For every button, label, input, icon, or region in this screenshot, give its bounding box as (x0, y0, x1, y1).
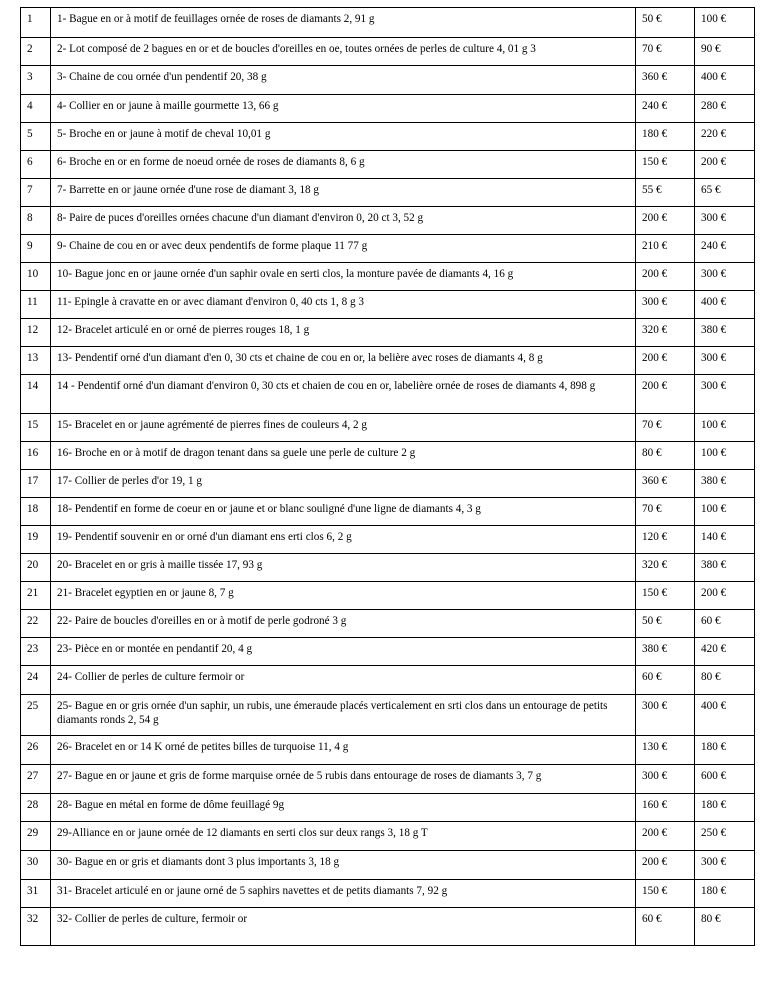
lot-description: 13- Pendentif orné d'un diamant d'en 0, 30 cts et chaine de cou en or, la belière avec roses de diamants 4, 8 g (51, 347, 636, 375)
estimate-low: 150 € (636, 582, 695, 610)
table-row (21, 498, 755, 526)
lot-number: 20 (21, 554, 51, 582)
lot-number: 12 (21, 319, 51, 347)
lot-number: 25 (21, 695, 51, 736)
lot-number: 21 (21, 582, 51, 610)
estimate-high: 180 € (695, 794, 755, 822)
table-row (21, 375, 755, 414)
lot-description: 18- Pendentif en forme de coeur en or jaune et or blanc souligné d'une ligne de diamants 4, 3 g (51, 498, 636, 526)
lot-number: 29 (21, 822, 51, 851)
estimate-high: 180 € (695, 736, 755, 765)
estimate-low: 150 € (636, 151, 695, 179)
lot-number: 31 (21, 880, 51, 908)
estimate-high: 380 € (695, 319, 755, 347)
lot-description: 7- Barrette en or jaune ornée d'une rose de diamant 3, 18 g (51, 179, 636, 207)
estimate-high: 100 € (695, 442, 755, 470)
lot-number: 3 (21, 66, 51, 95)
table-row (21, 526, 755, 554)
estimate-high: 380 € (695, 554, 755, 582)
table-row (21, 736, 755, 765)
estimate-high: 180 € (695, 880, 755, 908)
estimate-low: 70 € (636, 414, 695, 442)
lot-number: 32 (21, 908, 51, 946)
lot-description: 5- Broche en or jaune à motif de cheval 10,01 g (51, 123, 636, 151)
estimate-high: 300 € (695, 347, 755, 375)
lot-number: 22 (21, 610, 51, 638)
lot-number: 8 (21, 207, 51, 235)
estimate-low: 200 € (636, 263, 695, 291)
table-row (21, 880, 755, 908)
table-row (21, 66, 755, 95)
lot-number: 11 (21, 291, 51, 319)
estimate-high: 420 € (695, 638, 755, 666)
estimate-high: 200 € (695, 151, 755, 179)
lot-description: 10- Bague jonc en or jaune ornée d'un saphir ovale en serti clos, la monture pavée de diamants 4, 16 g (51, 263, 636, 291)
table-row (21, 235, 755, 263)
lot-description: 1- Bague en or à motif de feuillages ornée de roses de diamants 2, 91 g (51, 8, 636, 38)
lot-number: 17 (21, 470, 51, 498)
table-row (21, 554, 755, 582)
table-row (21, 291, 755, 319)
estimate-high: 300 € (695, 263, 755, 291)
estimate-low: 300 € (636, 765, 695, 794)
lot-description: 28- Bague en métal en forme de dôme feuillagé 9g (51, 794, 636, 822)
estimate-high: 140 € (695, 526, 755, 554)
lot-number: 23 (21, 638, 51, 666)
estimate-high: 90 € (695, 38, 755, 66)
lot-description: 22- Paire de boucles d'oreilles en or à motif de perle godroné 3 g (51, 610, 636, 638)
lot-description: 14 - Pendentif orné d'un diamant d'environ 0, 30 cts et chaien de cou en or, labelière ornée de roses de diamants 4, 898 g (51, 375, 636, 414)
lot-number: 5 (21, 123, 51, 151)
estimate-low: 70 € (636, 498, 695, 526)
estimate-high: 300 € (695, 375, 755, 414)
lot-description: 4- Collier en or jaune à maille gourmette 13, 66 g (51, 95, 636, 123)
estimate-low: 300 € (636, 291, 695, 319)
lot-description: 25- Bague en or gris ornée d'un saphir, un rubis, une émeraude placés verticalement en srti clos dans un entourage de petits diamants ronds 2, 54 g (51, 695, 636, 736)
estimate-high: 400 € (695, 695, 755, 736)
table-row (21, 638, 755, 666)
table-row (21, 851, 755, 880)
estimate-high: 300 € (695, 851, 755, 880)
estimate-low: 300 € (636, 695, 695, 736)
lot-number: 16 (21, 442, 51, 470)
estimate-low: 360 € (636, 470, 695, 498)
estimate-low: 200 € (636, 851, 695, 880)
table-row (21, 179, 755, 207)
lot-description: 17- Collier de perles d'or 19, 1 g (51, 470, 636, 498)
lots-table-body (21, 8, 755, 946)
estimate-high: 100 € (695, 498, 755, 526)
lot-description: 27- Bague en or jaune et gris de forme marquise ornée de 5 rubis dans entourage de roses de diamants 3, 7 g (51, 765, 636, 794)
lot-number: 18 (21, 498, 51, 526)
estimate-high: 100 € (695, 8, 755, 38)
lot-description: 24- Collier de perles de culture fermoir or (51, 666, 636, 695)
estimate-low: 320 € (636, 319, 695, 347)
table-row (21, 95, 755, 123)
lot-number: 15 (21, 414, 51, 442)
estimate-low: 120 € (636, 526, 695, 554)
lot-description: 16- Broche en or à motif de dragon tenant dans sa guele une perle de culture 2 g (51, 442, 636, 470)
estimate-low: 150 € (636, 880, 695, 908)
estimate-low: 200 € (636, 822, 695, 851)
table-row (21, 207, 755, 235)
lot-number: 2 (21, 38, 51, 66)
table-row (21, 470, 755, 498)
lot-description: 21- Bracelet egyptien en or jaune 8, 7 g (51, 582, 636, 610)
lot-description: 3- Chaine de cou ornée d'un pendentif 20, 38 g (51, 66, 636, 95)
lot-number: 27 (21, 765, 51, 794)
estimate-low: 50 € (636, 8, 695, 38)
estimate-high: 240 € (695, 235, 755, 263)
lot-description: 6- Broche en or en forme de noeud ornée de roses de diamants 8, 6 g (51, 151, 636, 179)
estimate-low: 320 € (636, 554, 695, 582)
lot-description: 8- Paire de puces d'oreilles ornées chacune d'un diamant d'environ 0, 20 ct 3, 52 g (51, 207, 636, 235)
lot-description: 11- Epingle à cravatte en or avec diamant d'environ 0, 40 cts 1, 8 g 3 (51, 291, 636, 319)
estimate-low: 60 € (636, 666, 695, 695)
estimate-low: 200 € (636, 375, 695, 414)
lot-description: 26- Bracelet en or 14 K orné de petites billes de turquoise 11, 4 g (51, 736, 636, 765)
lot-number: 4 (21, 95, 51, 123)
lot-number: 1 (21, 8, 51, 38)
table-row (21, 38, 755, 66)
table-row (21, 765, 755, 794)
table-row (21, 442, 755, 470)
lot-number: 28 (21, 794, 51, 822)
lot-description: 31- Bracelet articulé en or jaune orné de 5 saphirs navettes et de petits diamants 7, 92 g (51, 880, 636, 908)
table-row (21, 414, 755, 442)
lot-number: 6 (21, 151, 51, 179)
table-row (21, 123, 755, 151)
lot-number: 24 (21, 666, 51, 695)
table-row (21, 347, 755, 375)
table-row (21, 151, 755, 179)
table-row (21, 822, 755, 851)
table-row (21, 794, 755, 822)
lot-number: 10 (21, 263, 51, 291)
estimate-high: 400 € (695, 291, 755, 319)
lot-description: 30- Bague en or gris et diamants dont 3 plus importants 3, 18 g (51, 851, 636, 880)
estimate-high: 250 € (695, 822, 755, 851)
estimate-low: 240 € (636, 95, 695, 123)
estimate-low: 80 € (636, 442, 695, 470)
lot-number: 7 (21, 179, 51, 207)
lot-number: 9 (21, 235, 51, 263)
estimate-low: 55 € (636, 179, 695, 207)
estimate-high: 400 € (695, 66, 755, 95)
document-page (20, 7, 755, 946)
lot-description: 29-Alliance en or jaune ornée de 12 diamants en serti clos sur deux rangs 3, 18 g T (51, 822, 636, 851)
estimate-high: 600 € (695, 765, 755, 794)
estimate-high: 80 € (695, 908, 755, 946)
estimate-high: 280 € (695, 95, 755, 123)
lot-number: 13 (21, 347, 51, 375)
table-row (21, 263, 755, 291)
estimate-low: 210 € (636, 235, 695, 263)
estimate-high: 100 € (695, 414, 755, 442)
lot-number: 14 (21, 375, 51, 414)
lot-description: 19- Pendentif souvenir en or orné d'un diamant ens erti clos 6, 2 g (51, 526, 636, 554)
estimate-low: 360 € (636, 66, 695, 95)
estimate-high: 300 € (695, 207, 755, 235)
estimate-high: 200 € (695, 582, 755, 610)
lot-description: 23- Pièce en or montée en pendantif 20, 4 g (51, 638, 636, 666)
estimate-low: 130 € (636, 736, 695, 765)
lot-description: 2- Lot composé de 2 bagues en or et de boucles d'oreilles en oe, toutes ornées de perles de culture 4, 01 g 3 (51, 38, 636, 66)
lot-description: 20- Bracelet en or gris à maille tissée 17, 93 g (51, 554, 636, 582)
estimate-low: 70 € (636, 38, 695, 66)
lot-description: 12- Bracelet articulé en or orné de pierres rouges 18, 1 g (51, 319, 636, 347)
table-row (21, 8, 755, 38)
table-row (21, 610, 755, 638)
estimate-high: 80 € (695, 666, 755, 695)
estimate-low: 380 € (636, 638, 695, 666)
table-row (21, 319, 755, 347)
lots-table (20, 7, 755, 946)
table-row (21, 582, 755, 610)
estimate-low: 200 € (636, 347, 695, 375)
estimate-low: 60 € (636, 908, 695, 946)
estimate-high: 220 € (695, 123, 755, 151)
lot-number: 26 (21, 736, 51, 765)
estimate-low: 50 € (636, 610, 695, 638)
lot-description: 15- Bracelet en or jaune agrémenté de pierres fines de couleurs 4, 2 g (51, 414, 636, 442)
table-row (21, 908, 755, 946)
table-row (21, 666, 755, 695)
estimate-low: 160 € (636, 794, 695, 822)
estimate-high: 380 € (695, 470, 755, 498)
estimate-high: 60 € (695, 610, 755, 638)
table-row (21, 695, 755, 736)
lot-number: 19 (21, 526, 51, 554)
lot-number: 30 (21, 851, 51, 880)
estimate-high: 65 € (695, 179, 755, 207)
estimate-low: 200 € (636, 207, 695, 235)
estimate-low: 180 € (636, 123, 695, 151)
lot-description: 32- Collier de perles de culture, fermoir or (51, 908, 636, 946)
lot-description: 9- Chaine de cou en or avec deux pendentifs de forme plaque 11 77 g (51, 235, 636, 263)
